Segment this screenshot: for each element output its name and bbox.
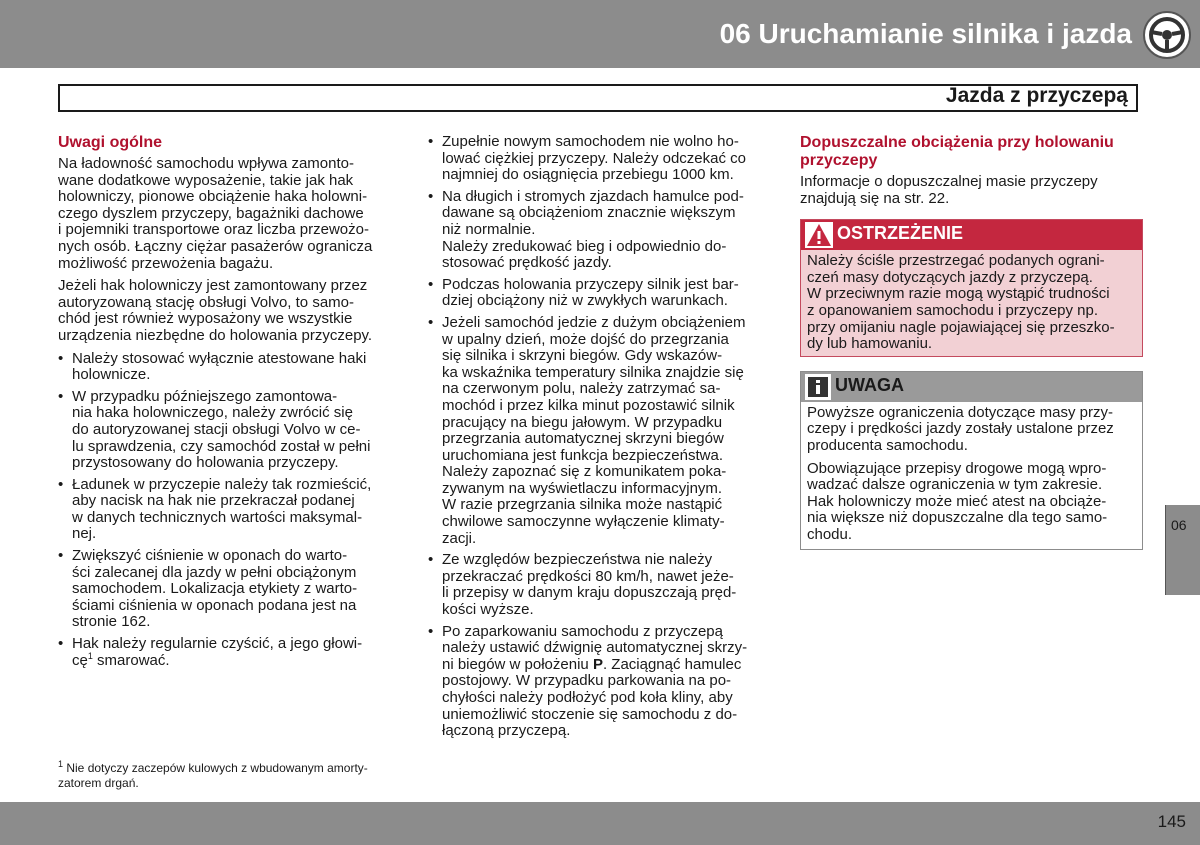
list-item-text: . Zaciągnąć hamulec postojowy. W przypadku parkowania na po- chyłości należy podłożyć pod koła kliny, aby uniemożliwić stoczenie się samochodu z do- łączoną przyczepą. [442,655,742,740]
warning-triangle-icon [805,222,833,248]
footnote-marker[interactable]: 1 [87,650,93,661]
bullet-list [58,351,396,670]
list-item: • Należy stosować wyłącznie atestowane haki holownicze. [58,351,396,384]
note-box [800,371,1143,550]
column-general-notes [58,134,396,674]
chapter-title: 06 Uruchamianie silnika i jazda [719,18,1132,49]
list-item-text: smarować. [92,651,170,669]
info-note-icon [805,374,831,400]
paragraph: Na ładowność samochodu wpływa zamonto- wane dodatkowe wyposażenie, takie jak hak holowniczy, pionowe obciążenie haka holowni- czego dyszlem przyczepy, bagażniki dachowe i pojemniki transportowe oraz liczba przewożo- nych osób. Łączny ciężar pasażerów ogranicza możliwość przewożenia bagażu. [58,155,373,272]
warning-label: OSTRZEŻENIE [837,223,964,244]
column-load-limits [800,134,1143,550]
section-title-box [58,84,1138,112]
note-paragraph: Powyższe ograniczenia dotyczące masy przy- czepy i prędkości jazdy zostały ustalone przez producenta samochodu. [807,403,1114,454]
note-header [801,372,1142,402]
list-item [58,636,396,669]
side-tab-label: 06 [1171,517,1187,533]
column-driving-tips [428,134,773,745]
note-label: UWAGA [835,374,904,395]
list-item: • Jeżeli samochód jedzie z dużym obciążeniem w upalny dzień, może dojść do przegrzania się silnika i skrzyni biegów. Gdy wskazów- ka wskaźnika temperatury silnika znajdzie się na czerwonym polu, należy zatrzymać sa- mochód i przez kilka minut pozostawić silnik pracujący na biegu jałowym. W przypadku przegrzania automatycznej skrzyni biegów uruchomiana jest funkcja bezpieczeństwa. Należy zapoznać się z komunikatem poka- zywanym na wyświetlaczu informacyjnym. W razie przegrzania silnika może nastąpić chwilowe samoczynne wyłączenie klimaty- zacji. [428,315,773,547]
footnote-text: Nie dotyczy zaczepów kulowych z wbudowanym amorty- zatorem drgań. [58,761,368,790]
warning-box [800,219,1143,357]
list-item-text: Hak należy regularnie czyścić, a jego głowi- cę [72,635,363,669]
list-item: • Ładunek w przyczepie należy tak rozmieścić, aby nacisk na hak nie przekraczał podanej w danych technicznych wartości maksymal- nej. [58,477,396,543]
warning-body: Należy ściśle przestrzegać podanych ograni- czeń masy dotyczących jazdy z przyczepą. W przeciwnym razie mogą wystąpić trudności z opanowaniem samochodu i przyczepy np. przy omijaniu nagle pojawiającej się przeszko- dy lub hamowaniu. [807,252,1115,353]
paragraph: Jeżeli hak holowniczy jest zamontowany przez autoryzowaną stację obsługi Volvo, to samo- chód jest również wyposażony we wszystkie urządzenia niezbędne do holowania przyczepy. [58,277,373,344]
list-item-text: Po zaparkowaniu samochodu z przyczepą należy ustawić dźwignię automatycznej skrzy- ni biegów w położeniu [442,622,748,673]
header-bar [0,0,1200,68]
list-item: • Zwiększyć ciśnienie w oponach do warto- ści zalecanej dla jazdy w pełni obciążonym samochodem. Lokalizacja etykiety z warto- ściami ciśnienia w oponach podana jest na stronie 162. [58,548,396,631]
list-item: • Zupełnie nowym samochodem nie wolno ho- lować ciężkiej przyczepy. Należy odczekać co najmniej do osiągnięcia przebiegu 1000 km. [428,134,773,184]
warning-header [801,220,1142,250]
page-number: 145 [1157,812,1186,831]
footnote [58,761,398,791]
list-item: • Na długich i stromych zjazdach hamulce pod- dawane są obciążeniom znacznie większym niż normalnie. Należy zredukować bieg i odpowiednio do- stosować prędkość jazdy. [428,189,773,272]
list-item: • Ze względów bezpieczeństwa nie należy przekraczać prędkości 80 km/h, nawet jeże- li przepisy w danym kraju dopuszczają pręd- kości wyższe. [428,552,773,618]
bullet-list [428,134,773,740]
list-item [428,624,773,740]
footnote-number: 1 [58,759,64,769]
paragraph: Informacje o dopuszczalnej masie przyczepy znajdują się na str. 22. [800,173,1098,207]
chapter-side-tab[interactable] [1165,505,1200,595]
steering-wheel-icon [1142,10,1192,60]
list-item: • W przypadku późniejszego zamontowa- nia haka holowniczego, należy zwrócić się do autoryzowanej stacji obsługi Volvo w ce- lu sprawdzenia, czy samochód został w pełni przystosowany do holowania przyczepy. [58,389,396,472]
section-title: Jazda z przyczepą [945,84,1128,107]
general-notes-heading: Uwagi ogólne [58,134,162,151]
note-paragraph: Obowiązujące przepisy drogowe mogą wpro- wadzać dalsze ograniczenia w tym zakresie. Hak holowniczy może mieć atest na obciąże- nia większe niż dopuszczalne dla tego samo- chodu. [807,459,1108,543]
list-item: • Podczas holowania przyczepy silnik jest bar- dziej obciążony niż w zwykłych warunkach. [428,277,773,310]
footer-bar [0,802,1200,845]
note-body [801,402,1142,544]
load-limits-heading: Dopuszczalne obciążenia przy holowaniu przyczepy [800,134,1114,169]
gear-position-p: P [592,655,603,673]
